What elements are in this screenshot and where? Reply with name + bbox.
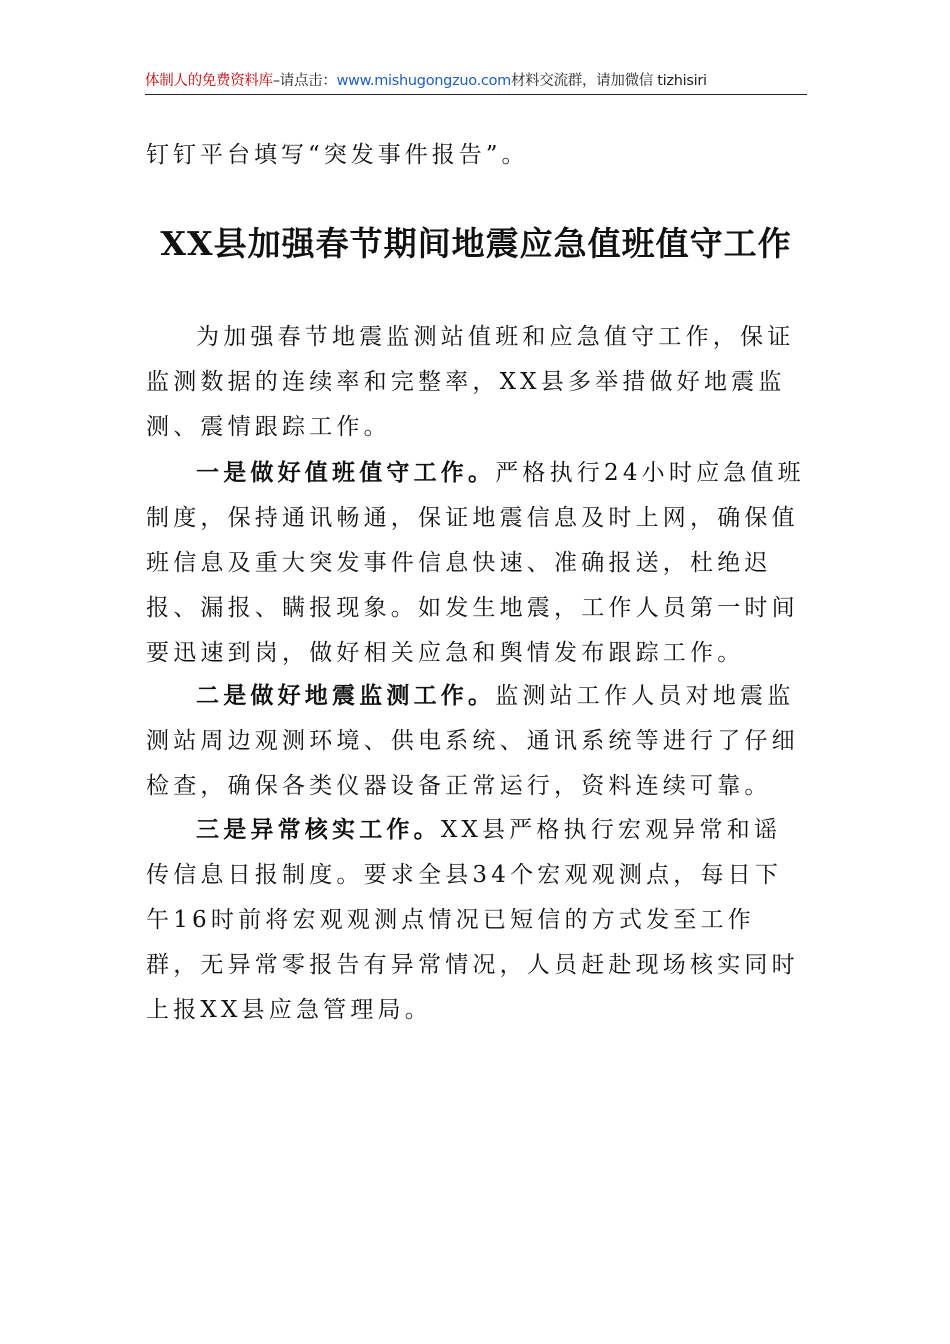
section-paragraph-2 xyxy=(146,673,808,809)
section-paragraph-3 xyxy=(146,807,808,1033)
section-heading-2: 二是做好地震监测工作。 xyxy=(196,682,496,709)
section-body-3: XX县严格执行宏观异常和谣传信息日报制度。要求全县34个宏观观测点，每日下午16时前将宏观观测点情况已短信的方式发至工作群，无异常零报告有异常情况，人员赶赴现场核实同时上报XX县应急管理局。 xyxy=(146,817,799,1023)
page-header xyxy=(145,70,807,95)
section-body-1: 严格执行24小时应急值班制度，保持通讯畅通，保证地震信息及时上网，确保值班信息及重大突发事件信息快速、准确报送，杜绝迟报、漏报、瞒报现象。如发生地震，工作人员第一时间要迅速到岗，做好相关应急和舆情发布跟踪工作。 xyxy=(146,460,805,666)
section-paragraph-1 xyxy=(146,450,808,676)
header-wechat-note: 材料交流群，请加微信 tizhisiri xyxy=(510,73,707,89)
header-brand: 体制人的免费资料库 xyxy=(145,73,273,89)
intro-paragraph: 为加强春节地震监测站值班和应急值守工作，保证监测数据的连续率和完整率，XX县多举措做好地震监测、震情跟踪工作。 xyxy=(146,324,795,440)
header-prompt: –请点击： xyxy=(272,73,337,89)
section-body-2: 监测站工作人员对地震监测站周边观测环境、供电系统、通讯系统等进行了仔细检查，确保各类仪器设备正常运行，资料连续可靠。 xyxy=(146,683,799,799)
section-heading-3: 三是异常核实工作。 xyxy=(196,816,441,843)
section-heading-1: 一是做好值班值守工作。 xyxy=(196,459,496,486)
document-title: XX县加强春节期间地震应急值班值守工作 xyxy=(160,224,792,263)
carryover-text: 钉钉平台填写“突发事件报告”。 xyxy=(146,142,529,168)
header-url-link[interactable]: www.mishugongzuo.com xyxy=(336,73,511,89)
